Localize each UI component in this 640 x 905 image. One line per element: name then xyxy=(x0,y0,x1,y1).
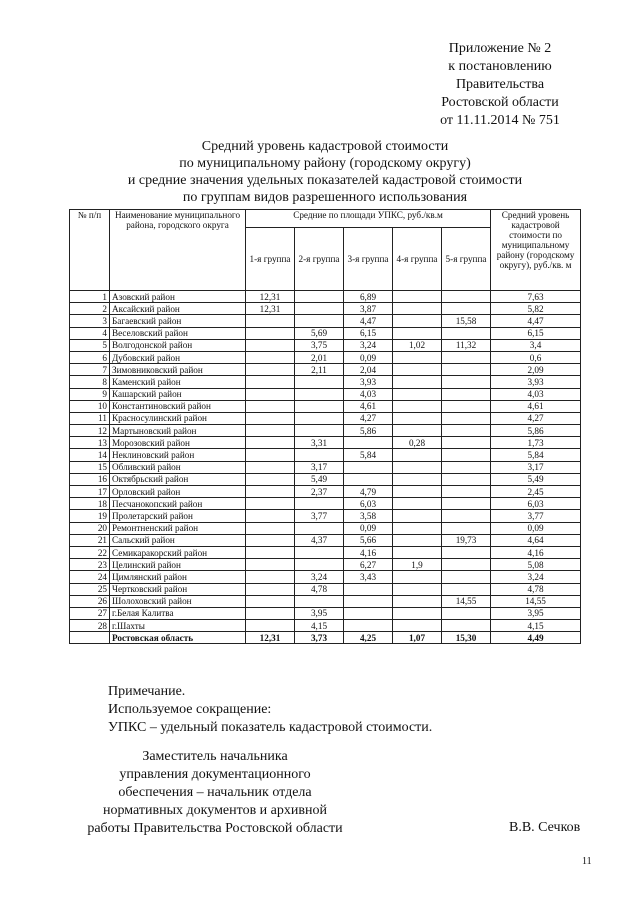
table-row xyxy=(70,351,581,363)
table-cell: 6 xyxy=(70,351,110,363)
table-cell: Орловский район xyxy=(110,486,246,498)
document-title xyxy=(80,138,570,206)
signature-line: нормативных документов и архивной xyxy=(103,803,327,818)
table-cell: г.Шахты xyxy=(110,620,246,632)
table-cell: 3,43 xyxy=(344,571,393,583)
header-group: Средние по площади УПКС, руб./кв.м xyxy=(246,210,491,228)
table-cell xyxy=(295,595,344,607)
table-cell xyxy=(344,461,393,473)
table-cell xyxy=(246,327,295,339)
table-cell: 21 xyxy=(70,534,110,546)
table-cell xyxy=(442,559,491,571)
table-row xyxy=(70,291,581,303)
table-cell: 28 xyxy=(70,620,110,632)
table-cell xyxy=(442,303,491,315)
table-cell: 0,09 xyxy=(344,522,393,534)
table-cell: 0,09 xyxy=(344,351,393,363)
table-cell: 23 xyxy=(70,559,110,571)
table-cell: 2 xyxy=(70,303,110,315)
table-cell: 18 xyxy=(70,498,110,510)
table-cell: 4,16 xyxy=(491,546,581,558)
table-cell: 7 xyxy=(70,364,110,376)
table-cell xyxy=(393,571,442,583)
table-cell xyxy=(246,510,295,522)
table-cell: 6,27 xyxy=(344,559,393,571)
table-cell xyxy=(295,546,344,558)
table-cell: Красносулинский район xyxy=(110,412,246,424)
table-cell xyxy=(246,364,295,376)
table-cell: 3,93 xyxy=(491,376,581,388)
table-cell: 14,55 xyxy=(442,595,491,607)
title-line: по группам видов разрешенного использования xyxy=(182,190,468,205)
table-row xyxy=(70,583,581,595)
table-cell: Морозовский район xyxy=(110,437,246,449)
table-cell: 3,17 xyxy=(295,461,344,473)
table-body xyxy=(70,291,581,644)
table-cell xyxy=(442,327,491,339)
table-cell: Ростовская область xyxy=(110,632,246,644)
appendix-line: к постановлению xyxy=(448,59,552,74)
table-cell xyxy=(295,388,344,400)
table-cell: 10 xyxy=(70,400,110,412)
table-cell xyxy=(442,291,491,303)
table-cell xyxy=(246,412,295,424)
table-cell xyxy=(295,412,344,424)
table-cell: Ремонтненский район xyxy=(110,522,246,534)
table-cell: Чертковский район xyxy=(110,583,246,595)
table-cell: Зимовниковский район xyxy=(110,364,246,376)
table-cell: 4,64 xyxy=(491,534,581,546)
table-cell xyxy=(393,546,442,558)
table-cell xyxy=(393,510,442,522)
table-cell xyxy=(393,583,442,595)
table-cell xyxy=(344,607,393,619)
table-cell xyxy=(246,571,295,583)
table-cell: 4,47 xyxy=(344,315,393,327)
table-cell: 4,47 xyxy=(491,315,581,327)
table-cell xyxy=(246,534,295,546)
table-cell: 3 xyxy=(70,315,110,327)
table-cell: Мартыновский район xyxy=(110,425,246,437)
table-cell: 14 xyxy=(70,449,110,461)
appendix-line: Ростовской области xyxy=(441,95,559,110)
signature-line: Заместитель начальника xyxy=(142,749,288,764)
table-cell: 19,73 xyxy=(442,534,491,546)
page-number: 11 xyxy=(582,856,592,867)
table-cell: 25 xyxy=(70,583,110,595)
table-cell: Цимлянский район xyxy=(110,571,246,583)
table-cell: 3,4 xyxy=(491,339,581,351)
table-cell xyxy=(393,412,442,424)
table-cell: 3,77 xyxy=(295,510,344,522)
table-cell xyxy=(246,351,295,363)
table-cell: 12 xyxy=(70,425,110,437)
table-cell xyxy=(295,291,344,303)
title-line: по муниципальному району (городскому округу) xyxy=(179,156,471,171)
table-cell xyxy=(344,595,393,607)
table-cell: 24 xyxy=(70,571,110,583)
table-cell: 2,09 xyxy=(491,364,581,376)
table-cell: Пролетарский район xyxy=(110,510,246,522)
note-block xyxy=(108,683,432,737)
table-cell: 16 xyxy=(70,473,110,485)
table-cell: Обливский район xyxy=(110,461,246,473)
table-cell xyxy=(393,461,442,473)
table-cell: 12,31 xyxy=(246,291,295,303)
table-cell xyxy=(246,376,295,388)
table-cell: 4 xyxy=(70,327,110,339)
table-cell xyxy=(295,315,344,327)
table-cell: 4,61 xyxy=(491,400,581,412)
table-cell xyxy=(393,315,442,327)
table-cell: 5,84 xyxy=(344,449,393,461)
table-cell: 12,31 xyxy=(246,303,295,315)
table-cell xyxy=(246,437,295,449)
table-cell xyxy=(344,583,393,595)
table-cell: 15,30 xyxy=(442,632,491,644)
table-cell: 0,28 xyxy=(393,437,442,449)
table-cell: 7,63 xyxy=(491,291,581,303)
table-cell: 4,78 xyxy=(491,583,581,595)
table-cell xyxy=(442,351,491,363)
table-cell: 0,09 xyxy=(491,522,581,534)
table-cell xyxy=(246,522,295,534)
signature-line: обеспечения – начальник отдела xyxy=(118,785,312,800)
table-row xyxy=(70,546,581,558)
table-cell: Веселовский район xyxy=(110,327,246,339)
table-cell xyxy=(344,437,393,449)
signature-line: управления документационного xyxy=(119,767,311,782)
table-cell: 14,55 xyxy=(491,595,581,607)
title-line: и средние значения удельных показателей кадастровой стоимости xyxy=(127,173,523,188)
table-cell: 5,82 xyxy=(491,303,581,315)
table-cell: 3,75 xyxy=(295,339,344,351)
table-row xyxy=(70,327,581,339)
table-cell: Аксайский район xyxy=(110,303,246,315)
table-row xyxy=(70,607,581,619)
header-avg: Средний уровень кадастровой стоимости по муниципальному району (городскому округу), руб./кв. м xyxy=(491,210,581,291)
header-group-5: 5-я группа xyxy=(442,228,491,291)
table-cell xyxy=(393,486,442,498)
table-cell xyxy=(393,607,442,619)
table-cell: 4,16 xyxy=(344,546,393,558)
table-cell: 13 xyxy=(70,437,110,449)
header-name: Наименование муниципального района, городского округа xyxy=(110,210,246,291)
table-cell xyxy=(442,607,491,619)
table-cell: Дубовский район xyxy=(110,351,246,363)
table-cell xyxy=(442,498,491,510)
table-cell xyxy=(442,412,491,424)
header-num: № п/п xyxy=(70,210,110,291)
table-cell xyxy=(246,486,295,498)
table-row xyxy=(70,473,581,485)
cadastral-value-table xyxy=(69,209,581,644)
table-cell xyxy=(393,364,442,376)
table-cell: 3,24 xyxy=(295,571,344,583)
table-cell xyxy=(246,583,295,595)
table-cell: 5,66 xyxy=(344,534,393,546)
table-cell: 5 xyxy=(70,339,110,351)
table-cell: 1,02 xyxy=(393,339,442,351)
table-cell xyxy=(442,510,491,522)
appendix-line: Правительства xyxy=(455,77,545,92)
table-cell: 17 xyxy=(70,486,110,498)
note-line: Используемое сокращение: xyxy=(108,702,272,717)
table-cell xyxy=(246,425,295,437)
table-cell: 3,95 xyxy=(491,607,581,619)
table-cell xyxy=(295,303,344,315)
table-cell: 3,31 xyxy=(295,437,344,449)
table-cell xyxy=(442,400,491,412)
table-row xyxy=(70,522,581,534)
table-cell: 15,58 xyxy=(442,315,491,327)
table-cell: 4,37 xyxy=(295,534,344,546)
table-cell: 2,04 xyxy=(344,364,393,376)
table-cell xyxy=(393,327,442,339)
table-cell xyxy=(393,388,442,400)
table-cell: 4,03 xyxy=(491,388,581,400)
table-cell: 2,01 xyxy=(295,351,344,363)
table-cell xyxy=(295,559,344,571)
table-cell: Целинский район xyxy=(110,559,246,571)
table-cell xyxy=(393,351,442,363)
table-cell: 3,95 xyxy=(295,607,344,619)
table-cell xyxy=(295,498,344,510)
table-cell xyxy=(344,620,393,632)
table-cell: 3,87 xyxy=(344,303,393,315)
table-cell xyxy=(295,376,344,388)
table-cell: 26 xyxy=(70,595,110,607)
note-line: Примечание. xyxy=(108,684,186,699)
table-cell: 3,77 xyxy=(491,510,581,522)
table-cell: 19 xyxy=(70,510,110,522)
table-row xyxy=(70,449,581,461)
table-cell: 27 xyxy=(70,607,110,619)
table-row xyxy=(70,595,581,607)
table-cell: 3,58 xyxy=(344,510,393,522)
table-cell: Сальский район xyxy=(110,534,246,546)
appendix-block xyxy=(400,40,600,130)
appendix-line: от 11.11.2014 № 751 xyxy=(440,113,560,128)
table-cell xyxy=(393,473,442,485)
signature-line: работы Правительства Ростовской области xyxy=(87,821,343,836)
table-cell xyxy=(246,473,295,485)
table-cell: 20 xyxy=(70,522,110,534)
table-cell xyxy=(393,522,442,534)
table-cell xyxy=(442,461,491,473)
table-cell: 2,11 xyxy=(295,364,344,376)
table-cell xyxy=(442,437,491,449)
table-cell xyxy=(246,400,295,412)
table-cell xyxy=(442,571,491,583)
table-cell xyxy=(393,534,442,546)
table-cell xyxy=(442,620,491,632)
table-cell xyxy=(442,364,491,376)
table-cell: 5,49 xyxy=(491,473,581,485)
table-cell: 11,32 xyxy=(442,339,491,351)
table-row xyxy=(70,412,581,424)
table-cell xyxy=(246,546,295,558)
table-cell: 9 xyxy=(70,388,110,400)
table-cell: Семикаракорский район xyxy=(110,546,246,558)
table-row xyxy=(70,437,581,449)
table-cell: 5,86 xyxy=(344,425,393,437)
table-cell: 5,08 xyxy=(491,559,581,571)
header-group-2: 2-я группа xyxy=(295,228,344,291)
table-cell: 6,03 xyxy=(344,498,393,510)
table-cell: 3,24 xyxy=(344,339,393,351)
table-cell: 4,03 xyxy=(344,388,393,400)
table-row xyxy=(70,339,581,351)
header-group-4: 4-я группа xyxy=(393,228,442,291)
table-cell xyxy=(442,583,491,595)
table-cell: 5,84 xyxy=(491,449,581,461)
table-cell xyxy=(393,449,442,461)
header-group-3: 3-я группа xyxy=(344,228,393,291)
table-cell: 6,03 xyxy=(491,498,581,510)
table-cell xyxy=(393,400,442,412)
table-cell: Шолоховский район xyxy=(110,595,246,607)
table-row xyxy=(70,534,581,546)
table-cell: 1,07 xyxy=(393,632,442,644)
table-row xyxy=(70,376,581,388)
table-cell: Кашарский район xyxy=(110,388,246,400)
table-cell: 8 xyxy=(70,376,110,388)
table-cell: Песчанокопский район xyxy=(110,498,246,510)
table-cell xyxy=(246,339,295,351)
table-cell xyxy=(246,315,295,327)
table-cell xyxy=(246,559,295,571)
table-cell: 11 xyxy=(70,412,110,424)
table-cell xyxy=(442,388,491,400)
note-line: УПКС – удельный показатель кадастровой стоимости. xyxy=(108,720,433,735)
table-cell: Неклиновский район xyxy=(110,449,246,461)
table-row xyxy=(70,510,581,522)
table-cell xyxy=(246,498,295,510)
table-cell: 6,15 xyxy=(491,327,581,339)
table-cell xyxy=(295,425,344,437)
signer-name: В.В. Сечков xyxy=(509,820,581,835)
table-cell: 5,49 xyxy=(295,473,344,485)
table-cell: 2,45 xyxy=(491,486,581,498)
table-cell xyxy=(442,546,491,558)
table-cell xyxy=(393,376,442,388)
table-row xyxy=(70,388,581,400)
table-row xyxy=(70,620,581,632)
table-row xyxy=(70,498,581,510)
table-row xyxy=(70,425,581,437)
table-row xyxy=(70,559,581,571)
table-cell: 3,24 xyxy=(491,571,581,583)
table-cell: 6,15 xyxy=(344,327,393,339)
table-row xyxy=(70,400,581,412)
table-cell xyxy=(442,376,491,388)
table-cell: 4,78 xyxy=(295,583,344,595)
title-line: Средний уровень кадастровой стоимости xyxy=(201,139,449,154)
table-cell: 15 xyxy=(70,461,110,473)
table-cell: 5,86 xyxy=(491,425,581,437)
table-cell xyxy=(393,291,442,303)
table-cell xyxy=(246,607,295,619)
table-cell: г.Белая Калитва xyxy=(110,607,246,619)
header-group-1: 1-я группа xyxy=(246,228,295,291)
table-cell: Каменский район xyxy=(110,376,246,388)
table-cell xyxy=(344,473,393,485)
appendix-line: Приложение № 2 xyxy=(448,41,552,56)
table-cell: 4,15 xyxy=(491,620,581,632)
table-cell: 1,9 xyxy=(393,559,442,571)
table-cell: 1 xyxy=(70,291,110,303)
table-cell xyxy=(295,522,344,534)
table-cell: 5,69 xyxy=(295,327,344,339)
table-cell: 6,89 xyxy=(344,291,393,303)
table-cell: 3,93 xyxy=(344,376,393,388)
table-cell: 4,27 xyxy=(344,412,393,424)
table-total-row xyxy=(70,632,581,644)
signature-title xyxy=(70,748,360,838)
table-row xyxy=(70,303,581,315)
table-cell xyxy=(246,620,295,632)
table-cell xyxy=(295,400,344,412)
table-cell xyxy=(246,595,295,607)
table-cell xyxy=(246,388,295,400)
table-cell: 4,49 xyxy=(491,632,581,644)
table-cell: Азовский район xyxy=(110,291,246,303)
table-cell: 1,73 xyxy=(491,437,581,449)
table-cell: 22 xyxy=(70,546,110,558)
table-cell xyxy=(295,449,344,461)
table-cell xyxy=(246,461,295,473)
table-cell: 12,31 xyxy=(246,632,295,644)
table-cell: Багаевский район xyxy=(110,315,246,327)
table-cell xyxy=(442,486,491,498)
table-cell: 4,27 xyxy=(491,412,581,424)
table-cell: 4,25 xyxy=(344,632,393,644)
table-cell: 4,15 xyxy=(295,620,344,632)
table-row xyxy=(70,571,581,583)
table-cell: Октябрьский район xyxy=(110,473,246,485)
table-cell xyxy=(393,620,442,632)
table-cell: 4,61 xyxy=(344,400,393,412)
table-row xyxy=(70,315,581,327)
table-cell xyxy=(246,449,295,461)
table-cell xyxy=(442,425,491,437)
table-cell xyxy=(393,303,442,315)
table-cell: 4,79 xyxy=(344,486,393,498)
table-cell xyxy=(393,498,442,510)
table-cell xyxy=(442,522,491,534)
table-cell xyxy=(393,595,442,607)
table-row xyxy=(70,486,581,498)
table-cell xyxy=(442,449,491,461)
table-cell: 2,37 xyxy=(295,486,344,498)
table-cell: 3,73 xyxy=(295,632,344,644)
table-cell: 0,6 xyxy=(491,351,581,363)
table-cell: 3,17 xyxy=(491,461,581,473)
table-cell xyxy=(70,632,110,644)
table-cell: Константиновский район xyxy=(110,400,246,412)
table-row xyxy=(70,461,581,473)
table-row xyxy=(70,364,581,376)
table-cell xyxy=(442,473,491,485)
table-cell xyxy=(393,425,442,437)
table-cell: Волгодонской район xyxy=(110,339,246,351)
